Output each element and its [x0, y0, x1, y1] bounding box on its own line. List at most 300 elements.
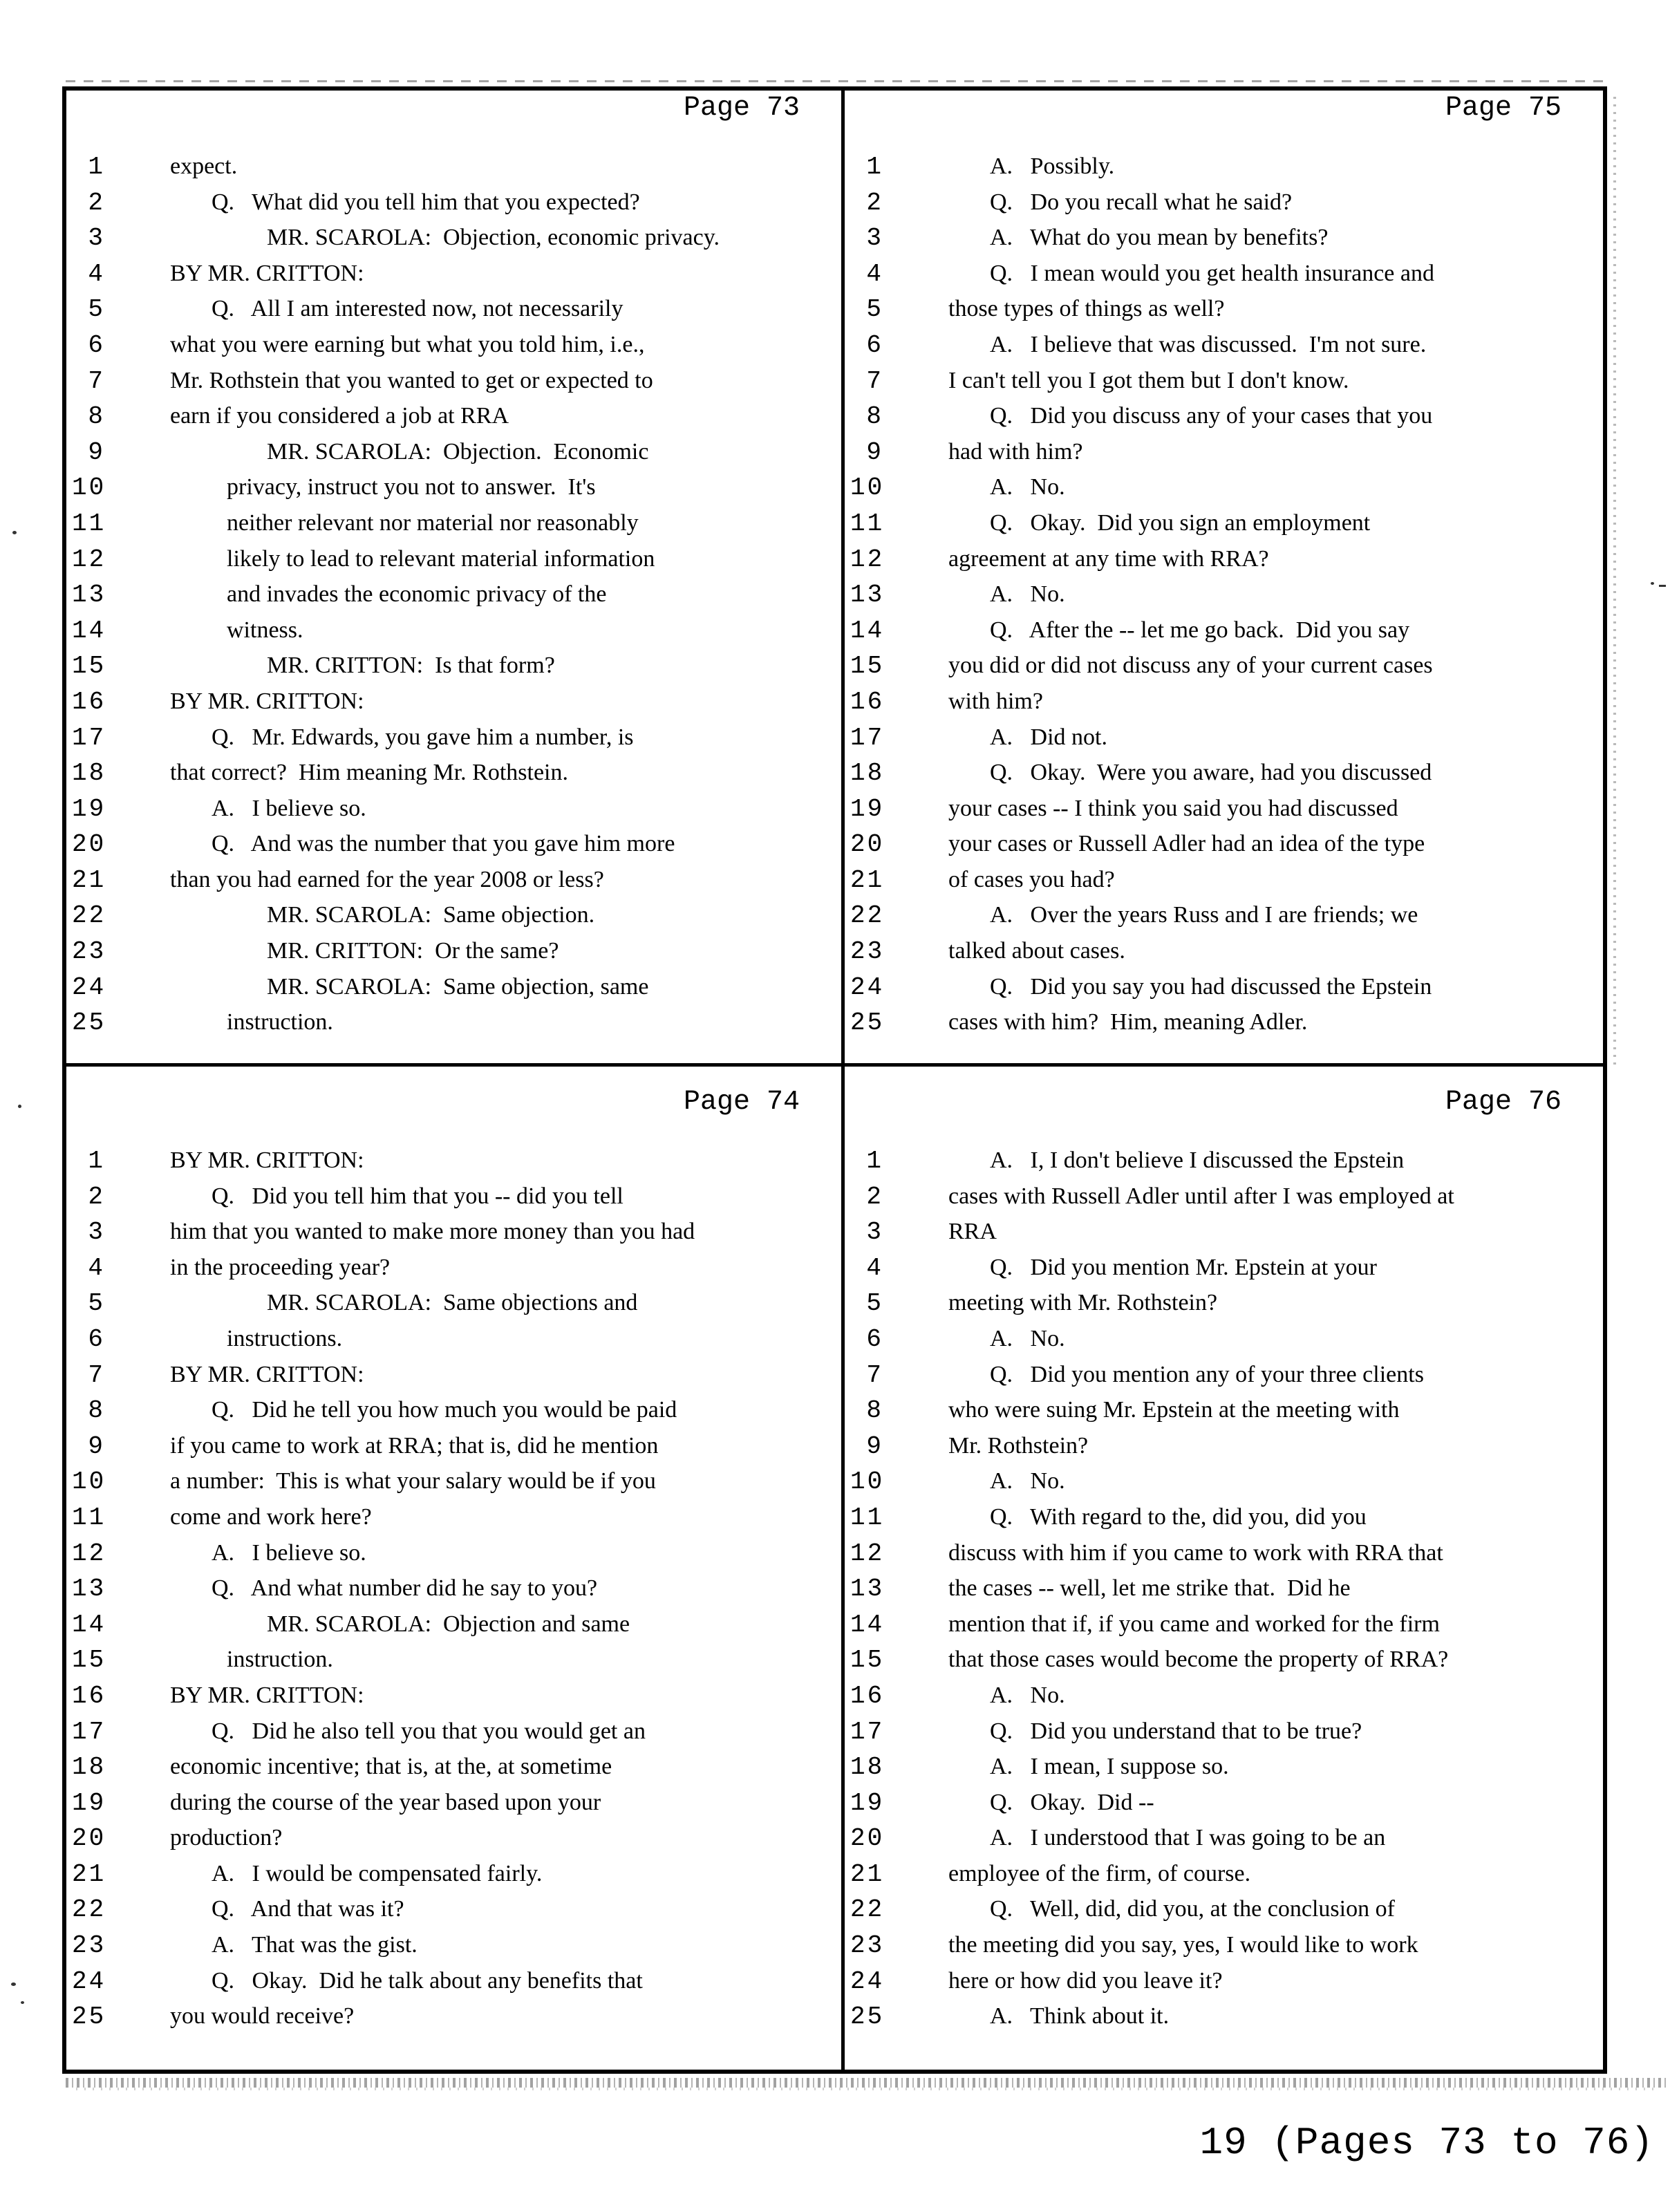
transcript-line — [850, 1321, 1591, 1357]
line-number: 17 — [72, 1717, 106, 1746]
transcript-line — [72, 720, 829, 756]
line-text: if you came to work at RRA; that is, did he mention — [170, 1432, 659, 1459]
line-number: 8 — [88, 1396, 105, 1425]
transcript-line — [850, 648, 1591, 684]
line-text: expect. — [170, 153, 238, 179]
transcript-line — [72, 327, 829, 363]
line-number: 7 — [88, 1360, 105, 1389]
transcript-line — [850, 862, 1591, 898]
transcript-line — [72, 1499, 829, 1535]
transcript-line — [72, 1143, 829, 1179]
line-number: 14 — [850, 616, 885, 645]
line-text: Mr. Rothstein? — [948, 1432, 1089, 1459]
line-text: who were suing Mr. Epstein at the meeting with — [948, 1397, 1400, 1423]
line-number: 3 — [866, 1218, 883, 1247]
line-number: 24 — [850, 1967, 885, 1996]
line-text: Q. Did you understand that to be true? — [990, 1718, 1362, 1744]
line-text: A. I mean, I suppose so. — [990, 1754, 1229, 1780]
transcript-line — [72, 291, 829, 327]
quadrant-page-76 — [845, 1067, 1603, 2070]
line-text: A. I, I don't believe I discussed the Epstein — [990, 1147, 1405, 1173]
line-text: MR. SCAROLA: Same objections and — [267, 1290, 638, 1316]
transcript-line — [850, 1891, 1591, 1927]
transcript-line — [72, 363, 829, 399]
line-number: 4 — [866, 1253, 883, 1282]
line-number: 24 — [850, 973, 885, 1002]
line-number: 24 — [72, 973, 106, 1002]
transcript-line — [72, 1179, 829, 1215]
transcript-grid — [62, 86, 1607, 2074]
line-text: talked about cases. — [948, 938, 1125, 964]
line-text: Q. Did you mention Mr. Epstein at your — [990, 1254, 1378, 1280]
transcript-line — [850, 1927, 1591, 1963]
line-text: you did or did not discuss any of your current cases — [948, 653, 1433, 679]
line-number: 21 — [72, 1859, 106, 1888]
line-number: 15 — [72, 652, 106, 681]
line-number: 15 — [850, 1646, 885, 1675]
transcript-lines — [850, 149, 1591, 1040]
transcript-line — [850, 933, 1591, 969]
line-number: 4 — [866, 259, 883, 288]
transcript-line — [850, 1463, 1591, 1499]
line-number: 25 — [850, 2003, 885, 2032]
transcript-line — [72, 469, 829, 505]
transcript-line — [850, 1143, 1591, 1179]
line-text: come and work here? — [170, 1503, 372, 1530]
line-text: MR. SCAROLA: Objection, economic privacy. — [267, 225, 720, 251]
line-number: 6 — [88, 1324, 105, 1353]
line-number: 9 — [88, 438, 105, 467]
line-number: 22 — [850, 901, 885, 930]
transcript-line — [72, 1392, 829, 1428]
line-text: BY MR. CRITTON: — [170, 260, 364, 286]
transcript-line — [72, 1285, 829, 1321]
transcript-line — [850, 1571, 1591, 1606]
line-number: 5 — [866, 295, 883, 324]
line-number: 23 — [72, 1931, 106, 1960]
page-header: Page 76 — [1445, 1087, 1561, 1118]
transcript-lines — [72, 149, 829, 1040]
transcript-lines — [72, 1143, 829, 2034]
line-number: 24 — [72, 1967, 106, 1996]
line-text: A. No. — [990, 581, 1065, 608]
line-number: 5 — [88, 295, 105, 324]
line-text: what you were earning but what you told him, i.e., — [170, 331, 645, 357]
line-number: 13 — [850, 1575, 885, 1604]
line-number: 2 — [866, 188, 883, 217]
line-text: MR. CRITTON: Is that form? — [267, 653, 555, 679]
transcript-line — [850, 826, 1591, 862]
line-text: MR. CRITTON: Or the same? — [267, 938, 559, 964]
transcript-line — [850, 1820, 1591, 1856]
line-text: Q. Okay. Did you sign an employment — [990, 509, 1371, 536]
line-text: earn if you considered a job at RRA — [170, 403, 509, 429]
line-number: 21 — [850, 1859, 885, 1888]
line-text: had with him? — [948, 438, 1083, 465]
line-text: Q. And that was it? — [212, 1896, 404, 1922]
line-text: with him? — [948, 688, 1043, 714]
scan-speck — [18, 1105, 21, 1108]
line-text: than you had earned for the year 2008 or less? — [170, 866, 604, 892]
line-text: A. No. — [990, 474, 1065, 500]
line-text: him that you wanted to make more money than you had — [170, 1219, 695, 1245]
transcript-line — [72, 1927, 829, 1963]
line-text: neither relevant nor material nor reasonably — [227, 509, 639, 536]
line-text: A. Did not. — [990, 724, 1107, 750]
transcript-line — [72, 434, 829, 470]
line-number: 22 — [850, 1895, 885, 1924]
transcript-line — [850, 1963, 1591, 1999]
line-text: BY MR. CRITTON: — [170, 1147, 364, 1173]
transcript-line — [850, 220, 1591, 256]
page-header: Page 75 — [1445, 93, 1561, 124]
line-text: discuss with him if you came to work with RRA that — [948, 1539, 1443, 1566]
transcript-line — [850, 256, 1591, 292]
line-number: 12 — [850, 545, 885, 574]
transcript-line — [850, 327, 1591, 363]
transcript-line — [72, 1428, 829, 1464]
line-text: Mr. Rothstein that you wanted to get or expected to — [170, 367, 653, 393]
transcript-line — [850, 684, 1591, 720]
line-text: Q. Did you mention any of your three clients — [990, 1361, 1424, 1387]
line-text: of cases you had? — [948, 866, 1115, 892]
line-text: BY MR. CRITTON: — [170, 1361, 364, 1387]
line-number: 7 — [88, 366, 105, 395]
page-header: Page 73 — [683, 93, 800, 124]
transcript-line — [850, 1642, 1591, 1678]
line-text: Q. Okay. Were you aware, had you discussed — [990, 760, 1432, 786]
line-number: 18 — [850, 759, 885, 788]
line-text: cases with him? Him, meaning Adler. — [948, 1009, 1308, 1035]
line-number: 1 — [866, 153, 883, 181]
transcript-line — [72, 398, 829, 434]
line-number: 13 — [72, 581, 106, 610]
line-number: 6 — [866, 1324, 883, 1353]
line-text: Q. Did he also tell you that you would get an — [212, 1718, 646, 1744]
line-text: Q. After the -- let me go back. Did you say — [990, 617, 1410, 643]
line-text: economic incentive; that is, at the, at sometime — [170, 1754, 612, 1780]
line-number: 10 — [850, 474, 885, 503]
line-text: production? — [170, 1825, 283, 1851]
line-number: 8 — [866, 1396, 883, 1425]
line-text: RRA — [948, 1219, 997, 1245]
line-text: I can't tell you I got them but I don't know. — [948, 367, 1349, 393]
transcript-line — [850, 1856, 1591, 1892]
line-number: 11 — [72, 509, 106, 538]
line-text: the cases -- well, let me strike that. Did he — [948, 1575, 1351, 1602]
transcript-line — [72, 1856, 829, 1892]
transcript-line — [850, 1499, 1591, 1535]
line-text: that those cases would become the property of RRA? — [948, 1647, 1449, 1673]
scan-speck — [1659, 585, 1666, 587]
transcript-line — [850, 1004, 1591, 1040]
transcript-line — [72, 541, 829, 577]
line-text: BY MR. CRITTON: — [170, 688, 364, 714]
line-number: 22 — [72, 901, 106, 930]
transcript-line — [72, 791, 829, 827]
transcript-line — [72, 1357, 829, 1393]
line-text: that correct? Him meaning Mr. Rothstein. — [170, 760, 568, 786]
line-number: 9 — [88, 1432, 105, 1461]
scan-noise-top-edge — [66, 80, 1607, 82]
line-number: 6 — [88, 330, 105, 359]
transcript-line — [850, 149, 1591, 185]
line-text: your cases or Russell Adler had an idea of the type — [948, 831, 1425, 857]
transcript-line — [850, 1714, 1591, 1750]
transcript-lines — [850, 1143, 1591, 2034]
line-text: Q. Do you recall what he said? — [990, 189, 1293, 215]
transcript-line — [72, 1606, 829, 1642]
line-number: 16 — [72, 1681, 106, 1710]
line-number: 15 — [72, 1646, 106, 1675]
transcript-line — [72, 1535, 829, 1571]
line-text: instructions. — [227, 1325, 343, 1351]
line-number: 19 — [72, 794, 106, 823]
line-text: A. I would be compensated fairly. — [212, 1860, 543, 1886]
line-number: 22 — [72, 1895, 106, 1924]
transcript-line — [850, 1357, 1591, 1393]
line-text: Q. Well, did, did you, at the conclusion of — [990, 1896, 1395, 1922]
line-number: 2 — [88, 1182, 105, 1211]
line-text: A. No. — [990, 1468, 1065, 1494]
line-number: 9 — [866, 1432, 883, 1461]
line-text: A. I believe so. — [212, 795, 366, 821]
transcript-line — [72, 1749, 829, 1785]
line-number: 3 — [88, 1218, 105, 1247]
transcript-line — [850, 1428, 1591, 1464]
line-number: 1 — [88, 1147, 105, 1175]
line-number: 20 — [72, 830, 106, 859]
quadrant-page-73 — [66, 91, 845, 1067]
page-header: Page 74 — [683, 1087, 800, 1118]
line-number: 17 — [72, 723, 106, 752]
scan-noise-right-edge — [1613, 97, 1616, 1065]
line-text: Q. All I am interested now, not necessarily — [212, 296, 623, 322]
line-text: MR. SCAROLA: Same objection. — [267, 902, 595, 928]
line-text: BY MR. CRITTON: — [170, 1682, 364, 1708]
line-number: 12 — [72, 1539, 106, 1568]
line-text: A. Possibly. — [990, 153, 1115, 179]
line-number: 4 — [88, 259, 105, 288]
line-text: MR. SCAROLA: Objection and same — [267, 1611, 630, 1637]
line-number: 9 — [866, 438, 883, 467]
transcript-line — [850, 1214, 1591, 1250]
scan-speck — [1651, 582, 1654, 585]
line-number: 23 — [72, 937, 106, 966]
transcript-line — [72, 1642, 829, 1678]
scan-speck — [12, 531, 17, 534]
transcript-line — [72, 1820, 829, 1856]
line-number: 25 — [72, 2003, 106, 2032]
transcript-line — [72, 1998, 829, 2034]
transcript-line — [72, 933, 829, 969]
line-number: 25 — [72, 1009, 106, 1038]
transcript-line — [72, 1250, 829, 1286]
line-text: witness. — [227, 617, 303, 643]
line-text: MR. SCAROLA: Objection. Economic — [267, 438, 649, 465]
line-number: 12 — [850, 1539, 885, 1568]
transcript-line — [72, 220, 829, 256]
transcript-line — [72, 185, 829, 221]
transcript-line — [72, 505, 829, 541]
transcript-line — [72, 1463, 829, 1499]
line-text: in the proceeding year? — [170, 1254, 391, 1280]
transcript-line — [850, 969, 1591, 1005]
line-text: A. I believe that was discussed. I'm not sure. — [990, 331, 1427, 357]
line-text: Q. Did you tell him that you -- did you tell — [212, 1183, 623, 1209]
line-number: 18 — [72, 1753, 106, 1782]
line-number: 7 — [866, 1360, 883, 1389]
line-text: Q. With regard to the, did you, did you — [990, 1503, 1367, 1530]
line-number: 23 — [850, 1931, 885, 1960]
transcript-line — [850, 1285, 1591, 1321]
line-number: 10 — [72, 474, 106, 503]
line-number: 20 — [72, 1824, 106, 1853]
quadrant-page-75 — [845, 91, 1603, 1067]
line-number: 3 — [88, 224, 105, 253]
transcript-line — [850, 469, 1591, 505]
transcript-line — [850, 1535, 1591, 1571]
line-text: Q. Did you discuss any of your cases that you — [990, 403, 1433, 429]
transcript-line — [850, 291, 1591, 327]
line-number: 6 — [866, 330, 883, 359]
line-number: 17 — [850, 723, 885, 752]
line-number: 16 — [850, 687, 885, 716]
transcript-line — [850, 612, 1591, 648]
line-number: 8 — [88, 402, 105, 431]
line-text: A. I understood that I was going to be an — [990, 1825, 1386, 1851]
line-number: 14 — [72, 1610, 106, 1639]
line-text: here or how did you leave it? — [948, 1967, 1223, 1994]
line-text: Q. Mr. Edwards, you gave him a number, is — [212, 724, 634, 750]
line-number: 18 — [850, 1753, 885, 1782]
transcript-line — [72, 1571, 829, 1606]
line-text: Q. What did you tell him that you expected? — [212, 189, 640, 215]
transcript-line — [850, 1250, 1591, 1286]
transcript-line — [72, 826, 829, 862]
transcript-line — [850, 541, 1591, 577]
line-text: Q. And was the number that you gave him more — [212, 831, 675, 857]
line-text: Q. Did he tell you how much you would be paid — [212, 1397, 677, 1423]
line-number: 19 — [850, 794, 885, 823]
transcript-line — [850, 1785, 1591, 1821]
line-number: 2 — [88, 188, 105, 217]
line-text: agreement at any time with RRA? — [948, 545, 1269, 572]
line-text: Q. Did you say you had discussed the Epstein — [990, 973, 1432, 1000]
line-number: 7 — [866, 366, 883, 395]
line-text: the meeting did you say, yes, I would like to work — [948, 1932, 1418, 1958]
line-text: Q. Okay. Did -- — [990, 1789, 1154, 1815]
transcript-line — [850, 755, 1591, 791]
line-text: likely to lead to relevant material information — [227, 545, 655, 572]
line-text: A. What do you mean by benefits? — [990, 225, 1329, 251]
line-number: 14 — [72, 616, 106, 645]
transcript-line — [72, 1321, 829, 1357]
transcript-line — [72, 969, 829, 1005]
transcript-line — [72, 1678, 829, 1714]
line-text: MR. SCAROLA: Same objection, same — [267, 973, 649, 1000]
transcript-line — [850, 577, 1591, 612]
transcript-line — [72, 612, 829, 648]
line-number: 11 — [72, 1503, 106, 1532]
quadrant-page-74 — [66, 1067, 845, 2070]
line-text: instruction. — [227, 1009, 333, 1035]
line-text: meeting with Mr. Rothstein? — [948, 1290, 1218, 1316]
transcript-line — [72, 1714, 829, 1750]
line-number: 8 — [866, 402, 883, 431]
line-number: 25 — [850, 1009, 885, 1038]
line-number: 10 — [72, 1468, 106, 1497]
transcript-line — [850, 1606, 1591, 1642]
line-number: 17 — [850, 1717, 885, 1746]
transcript-line — [72, 256, 829, 292]
line-text: a number: This is what your salary would be if you — [170, 1468, 656, 1494]
line-number: 4 — [88, 1253, 105, 1282]
line-number: 13 — [72, 1575, 106, 1604]
transcript-line — [72, 1004, 829, 1040]
transcript-line — [850, 1678, 1591, 1714]
transcript-line — [850, 398, 1591, 434]
line-number: 13 — [850, 581, 885, 610]
transcript-line — [72, 862, 829, 898]
line-text: A. No. — [990, 1682, 1065, 1708]
scan-noise-bottom — [66, 2078, 1669, 2088]
line-number: 20 — [850, 1824, 885, 1853]
line-text: mention that if, if you came and worked for the firm — [948, 1611, 1440, 1637]
scan-speck — [11, 1983, 16, 1986]
transcript-line — [850, 897, 1591, 933]
line-text: A. No. — [990, 1325, 1065, 1351]
line-number: 11 — [850, 1503, 885, 1532]
line-number: 21 — [72, 865, 106, 894]
transcript-line — [850, 505, 1591, 541]
line-number: 1 — [88, 153, 105, 181]
transcript-line — [850, 791, 1591, 827]
transcript-line — [850, 1179, 1591, 1215]
line-number: 5 — [866, 1289, 883, 1318]
line-text: A. I believe so. — [212, 1539, 366, 1566]
line-number: 11 — [850, 509, 885, 538]
transcript-line — [850, 1392, 1591, 1428]
line-text: A. Over the years Russ and I are friends; we — [990, 902, 1418, 928]
transcript-line — [850, 1749, 1591, 1785]
line-number: 16 — [72, 687, 106, 716]
transcript-line — [72, 684, 829, 720]
line-text: A. That was the gist. — [212, 1932, 418, 1958]
transcript-line — [850, 1998, 1591, 2034]
line-text: your cases -- I think you said you had discussed — [948, 795, 1398, 821]
transcript-line — [72, 1214, 829, 1250]
line-number: 12 — [72, 545, 106, 574]
transcript-line — [72, 1891, 829, 1927]
transcript-line — [72, 897, 829, 933]
transcript-line — [72, 577, 829, 612]
line-text: instruction. — [227, 1647, 333, 1673]
line-number: 16 — [850, 1681, 885, 1710]
line-text: A. Think about it. — [990, 2003, 1170, 2030]
line-text: during the course of the year based upon your — [170, 1789, 601, 1815]
transcript-line — [850, 720, 1591, 756]
line-text: cases with Russell Adler until after I was employed at — [948, 1183, 1454, 1209]
line-text: those types of things as well? — [948, 296, 1225, 322]
transcript-line — [850, 434, 1591, 470]
transcript-line — [72, 149, 829, 185]
transcript-line — [72, 648, 829, 684]
line-text: employee of the firm, of course. — [948, 1860, 1251, 1886]
line-number: 20 — [850, 830, 885, 859]
transcript-line — [72, 1785, 829, 1821]
line-text: you would receive? — [170, 2003, 355, 2030]
